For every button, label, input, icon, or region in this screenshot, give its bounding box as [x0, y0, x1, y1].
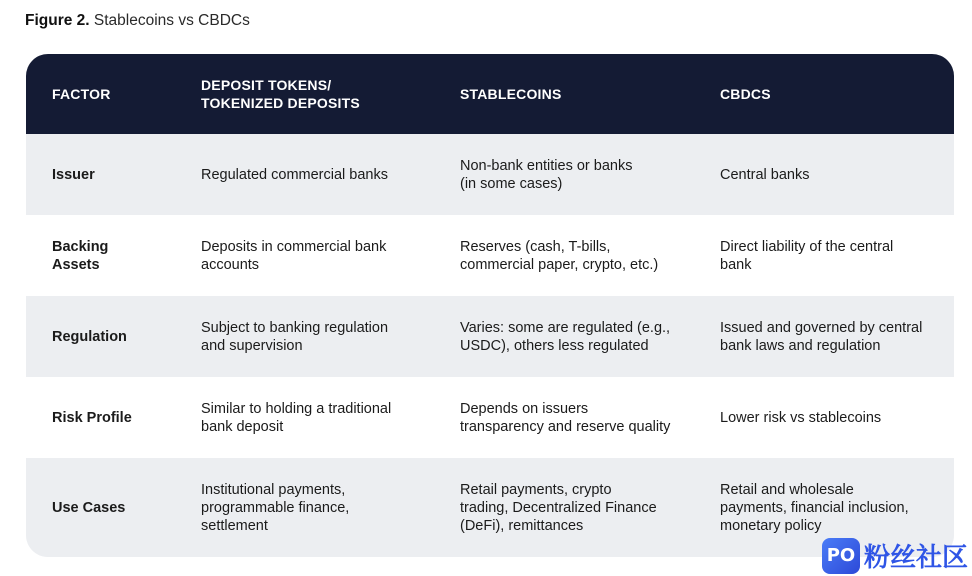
cbdcs-cell: Issued and governed by central bank laws and regulation	[720, 319, 923, 354]
deposit-tokens-cell: Deposits in commercial bank accounts	[201, 238, 387, 273]
header-cbdcs: CBDCS	[720, 86, 771, 102]
deposit-tokens-cell: Institutional payments, programmable finance, settlement	[201, 481, 350, 534]
table-row	[26, 215, 954, 296]
watermark-text: 粉丝社区	[863, 543, 968, 573]
cbdcs-cell: Lower risk vs stablecoins	[720, 409, 882, 426]
stablecoins-cell: Depends on issuers transparency and reserve quality	[460, 400, 671, 435]
comparison-table	[26, 54, 954, 557]
table-row	[26, 377, 954, 458]
deposit-tokens-cell: Subject to banking regulation and supervision	[201, 319, 389, 354]
figure-title-text: Stablecoins vs CBDCs	[89, 12, 250, 29]
watermark-logo-icon: PO	[822, 538, 860, 574]
factor-cell: Backing Assets	[52, 238, 109, 273]
cbdcs-cell: Retail and wholesale payments, financial inclusion, monetary policy	[720, 481, 909, 534]
cbdcs-cell: Central banks	[720, 166, 810, 183]
deposit-tokens-cell: Regulated commercial banks	[201, 166, 388, 183]
table-row	[26, 296, 954, 377]
factor-cell: Use Cases	[52, 499, 126, 516]
stablecoins-cell: Non-bank entities or banks (in some cases)	[460, 157, 633, 192]
factor-cell: Risk Profile	[52, 409, 132, 426]
watermark	[822, 537, 968, 574]
factor-cell: Issuer	[52, 166, 95, 183]
header-factor: FACTOR	[52, 86, 111, 102]
header-stablecoins: STABLECOINS	[460, 86, 562, 102]
cbdcs-cell: Direct liability of the central bank	[720, 238, 894, 273]
figure-label: Figure 2.	[25, 12, 90, 29]
header-deposit-tokens: DEPOSIT TOKENS/ TOKENIZED DEPOSITS	[201, 77, 360, 111]
factor-cell: Regulation	[52, 328, 127, 345]
table-header-row	[26, 54, 954, 134]
figure-title	[25, 12, 250, 30]
table-row	[26, 134, 954, 215]
deposit-tokens-cell: Similar to holding a traditional bank deposit	[201, 400, 392, 435]
stablecoins-cell: Reserves (cash, T-bills, commercial paper, crypto, etc.)	[460, 238, 659, 273]
stablecoins-cell: Varies: some are regulated (e.g., USDC), others less regulated	[460, 319, 671, 354]
stablecoins-cell: Retail payments, crypto trading, Decentralized Finance (DeFi), remittances	[460, 481, 657, 534]
table-row	[26, 458, 954, 557]
